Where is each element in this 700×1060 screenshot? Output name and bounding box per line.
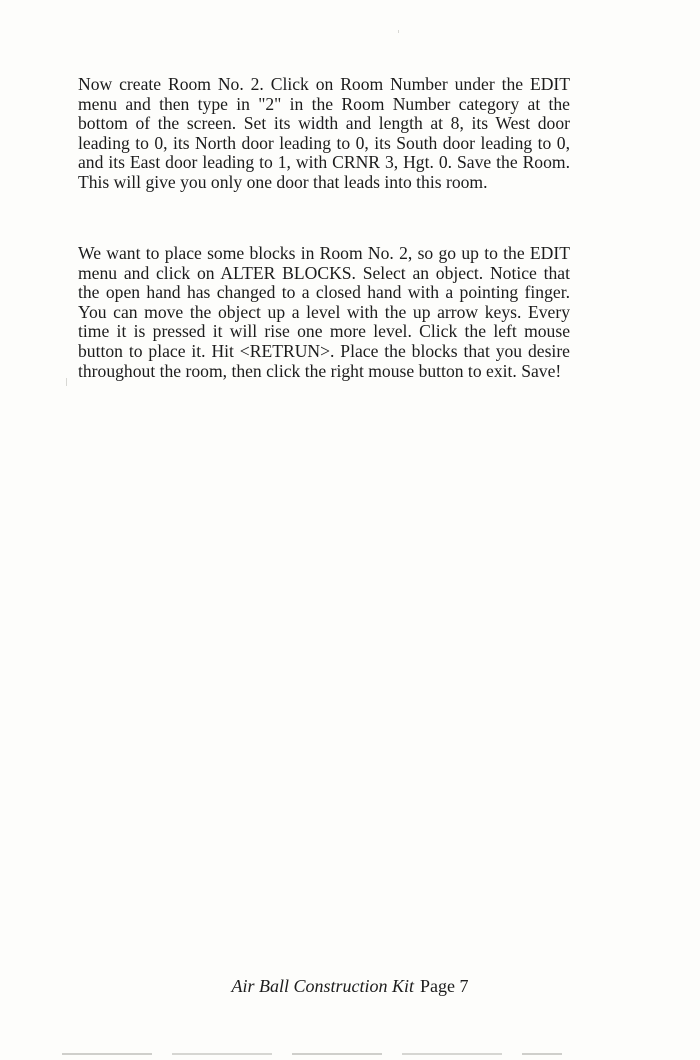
scan-speck (66, 378, 67, 386)
scan-speck (398, 30, 399, 33)
page-bottom-edge (62, 1053, 562, 1055)
page-footer (0, 976, 700, 997)
paragraph-alter-blocks: We want to place some blocks in Room No. 2, so go up to the EDIT menu and click on ALTER BLOCKS. Select an object. Notice that the open hand has changed to a closed hand with a pointing finger. You can move the object up a level with the up arrow keys. Every time it is pressed it will rise one more level. Click the left mouse button to place it. Hit <RETRUN>. Place the blocks that you desire throughout the room, then click the right mouse button to exit. Save! (78, 243, 570, 381)
paragraph-room-two-setup: Now create Room No. 2. Click on Room Number under the EDIT menu and then type in "2" in the Room Number category at the bottom of the screen. Set its width and length at 8, its West door leading to 0, its North door leading to 0, its South door leading to 0, and its East door leading to 1, with CRNR 3, Hgt. 0. Save the Room. This will give you only one door that leads into this room. (78, 74, 570, 192)
footer-book-title: Air Ball Construction Kit (231, 976, 414, 996)
footer-page-number: Page 7 (420, 976, 469, 996)
